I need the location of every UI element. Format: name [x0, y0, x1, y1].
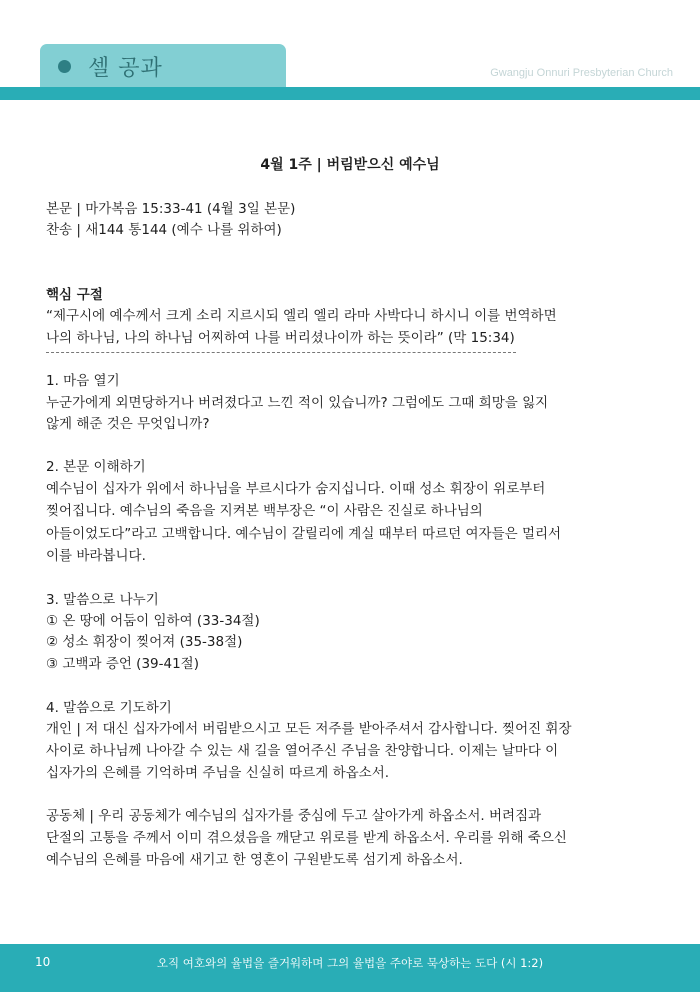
body-line: 공동체 | 우리 공동체가 예수님의 십자가를 중심에 두고 살아가게 하옵소서. 버려짐과 [46, 808, 542, 824]
body-line: 단절의 고통을 주께서 이미 겪으셨음을 깨닫고 위로를 받게 하옵소서. 우리를 위해 죽으신 [46, 830, 567, 846]
section-heading: 2. 본문 이해하기 [46, 459, 146, 475]
body-line: 이를 바라봅니다. [46, 548, 146, 564]
footer-bar [0, 944, 700, 992]
section-tab [40, 44, 286, 89]
bullet-dot-icon [58, 60, 71, 73]
list-item: ① 온 땅에 어둠이 임하여 (33-34절) [46, 613, 260, 629]
footer-verse: 오직 여호와의 율법을 즐거워하며 그의 율법을 주야로 묵상하는 도다 (시 1:2) [156, 956, 544, 970]
scripture-line: 본문 | 마가복음 15:33-41 (4월 3일 본문) [46, 201, 296, 217]
body-line: 찢어집니다. 예수님의 죽음을 지켜본 백부장은 “이 사람은 진실로 하나님의 [46, 503, 483, 519]
key-verse-heading: 핵심 구절 [46, 287, 103, 303]
section-heading: 4. 말씀으로 기도하기 [46, 700, 172, 716]
section-heading: 3. 말씀으로 나누기 [46, 592, 159, 608]
header-band [0, 87, 700, 100]
lesson-title: 4월 1주 | 버림받으신 예수님 [260, 157, 440, 173]
list-item: ③ 고백과 증언 (39-41절) [46, 656, 199, 672]
church-name: Gwangju Onnuri Presbyterian Church [490, 67, 673, 79]
body-line: 예수님이 십자가 위에서 하나님을 부르시다가 숨지십니다. 이때 성소 휘장이 위로부터 [46, 481, 546, 497]
section-title: 셀 공과 [88, 56, 163, 81]
dashed-divider [46, 352, 516, 353]
section-heading: 1. 마음 열기 [46, 373, 120, 389]
body-line: 아들이었도다”라고 고백합니다. 예수님이 갈릴리에 계실 때부터 따르던 여자들은 멀리서 [46, 526, 562, 542]
page-number: 10 [35, 955, 51, 969]
body-line: 누군가에게 외면당하거나 버려졌다고 느낀 적이 있습니까? 그럼에도 그때 희망을 잃지 [46, 395, 549, 411]
key-verse-line: 나의 하나님, 나의 하나님 어찌하여 나를 버리셨나이까 하는 뜻이라” (막 15:34) [46, 330, 515, 346]
key-verse-line: “제구시에 예수께서 크게 소리 지르시되 엘리 엘리 라마 사박다니 하시니 이를 번역하면 [46, 308, 557, 324]
body-line: 사이로 하나님께 나아갈 수 있는 새 길을 열어주신 주님을 찬양합니다. 이제는 날마다 이 [46, 743, 559, 759]
hymn-line: 찬송 | 새144 통144 (예수 나를 위하여) [46, 222, 282, 238]
body-line: 십자가의 은혜를 기억하며 주님을 신실히 따르게 하옵소서. [46, 765, 390, 781]
body-line: 개인 | 저 대신 십자가에서 버림받으시고 모든 저주를 받아주셔서 감사합니다. 찢어진 휘장 [46, 721, 572, 737]
body-line: 예수님의 은혜를 마음에 새기고 한 영혼이 구원받도록 섬기게 하옵소서. [46, 852, 463, 868]
list-item: ② 성소 휘장이 찢어져 (35-38절) [46, 634, 243, 650]
body-line: 않게 해준 것은 무엇입니까? [46, 416, 210, 432]
